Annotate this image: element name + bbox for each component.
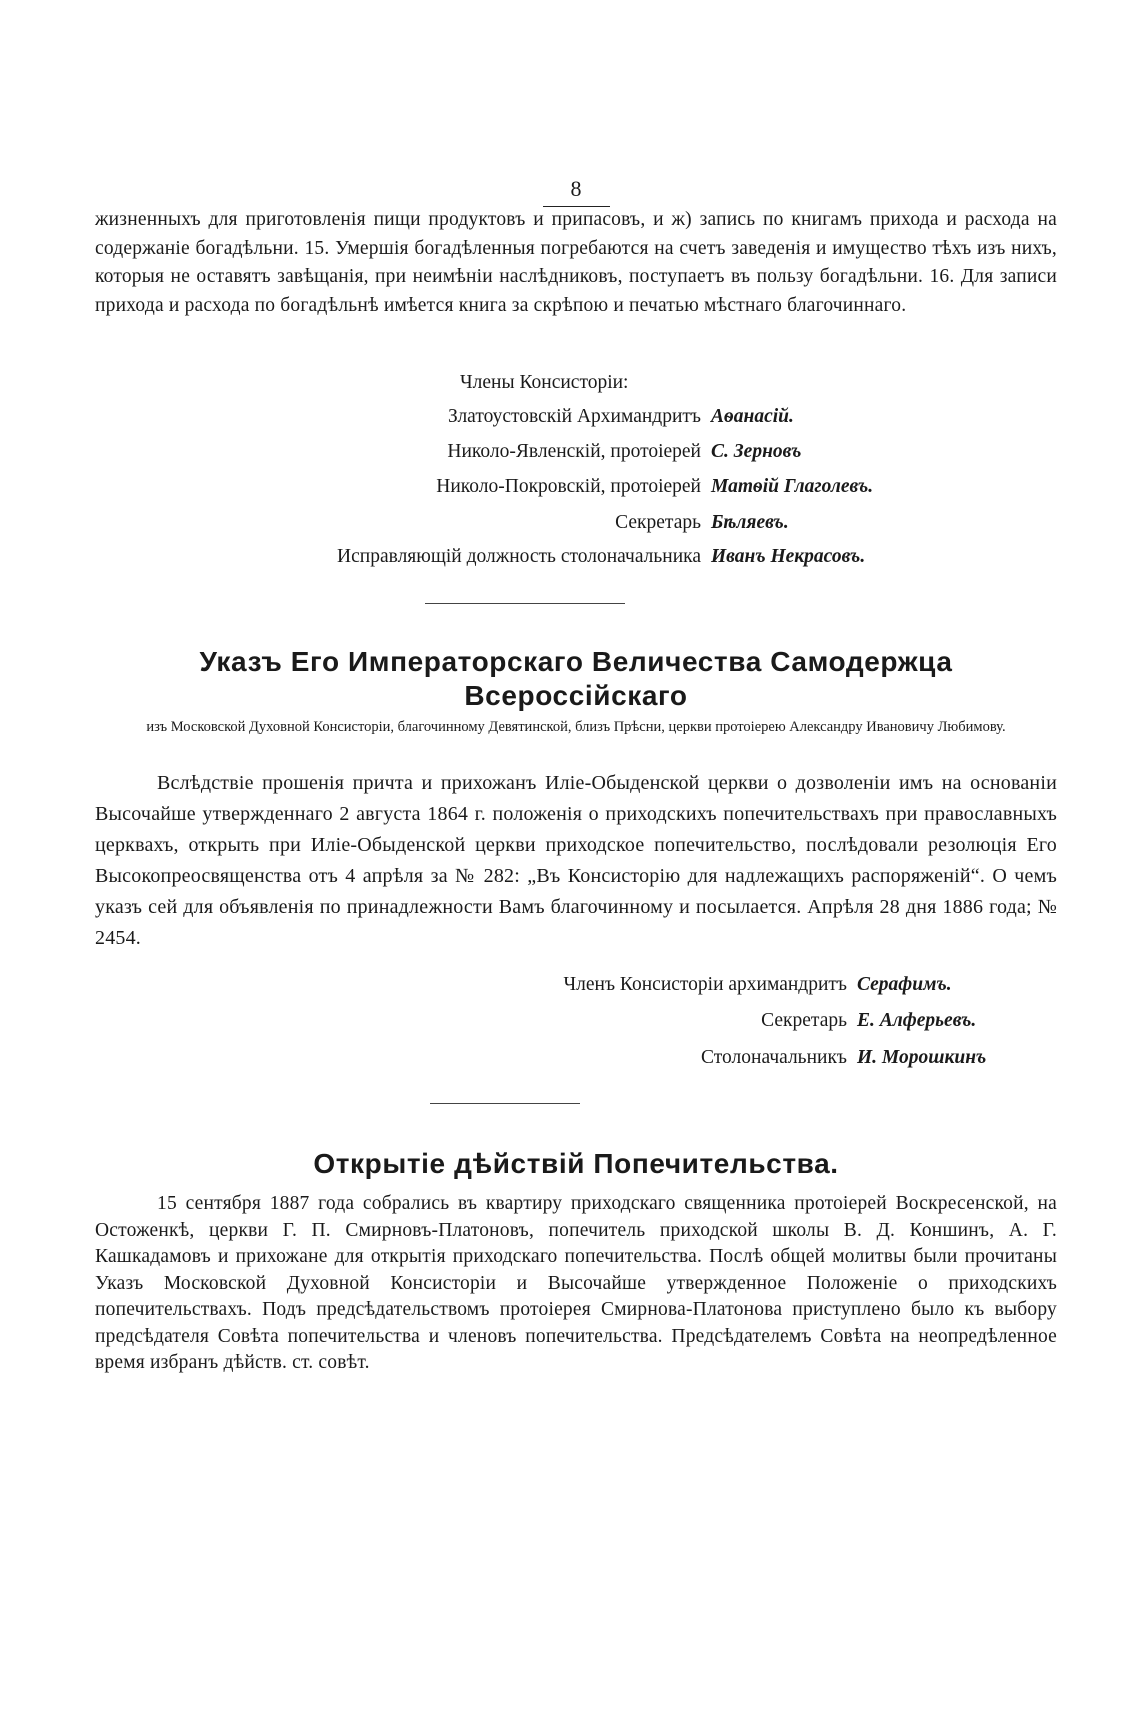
section-divider (430, 1103, 580, 1104)
signature-line (95, 506, 789, 540)
signature-name: Бѣляевъ. (711, 512, 789, 533)
signature-role: Столоначальникъ (701, 1047, 847, 1068)
signature-role: Николо-Явленскій, протоіерей (447, 441, 701, 462)
paragraph-decree-text: Вслѣдствіе прошенія причта и прихожанъ Иліе-Обыденской церкви о дозволеніи имъ на основаніи Высочайше утвержденнаго 2 августа 1864 г. положенія о приходскихъ попечительствахъ при православныхъ церквахъ, открыть при Иліе-Обыденской церкви приходское попечительство, послѣдовали резолюція Его Высокопреосвященства отъ 4 апрѣля за № 282: „Въ Консисторію для надлежащихъ распоряженій“. О чемъ указъ сей для объявленія по принадлежности Вамъ благочинному и посылается. Апрѣля 28 дня 1886 года; № 2454. (95, 772, 1057, 949)
signature-name: Матѳій Глаголевъ. (711, 476, 874, 497)
signature-line (95, 968, 952, 1002)
signature-name: Аѳанасій. (711, 406, 794, 427)
signature-role: Секретарь (761, 1010, 847, 1031)
signature-role: Николо-Покровскій, протоіерей (436, 476, 701, 497)
page-number: 8 (95, 176, 1057, 207)
signature-name: И. Морошкинъ (857, 1047, 987, 1068)
signature-line (95, 435, 801, 469)
heading-imperial-decree: Указъ Его Императорскаго Величества Самодержца Всероссійскаго (199, 646, 953, 711)
signature-line (95, 540, 865, 574)
paragraph-trusteeship-meeting: 15 сентября 1887 года собрались въ квартиру приходскаго священника протоіерей Воскресенской, на Остоженкѣ, церкви Г. П. Смирновъ-Платоновъ, попечитель приходской школы В. Д. Коншинъ, А. Г. Кашкадамовъ и прихожане для открытія приходскаго попечительства. Послѣ общей молитвы были прочитаны Указъ Московской Духовной Консисторіи и Высочайше утвержденное Положеніе о приходскихъ попечительствахъ. Подъ предсѣдательствомъ протоіерея Смирнова-Платонова приступлено было къ выбору предсѣдателя Совѣта попечительства и членовъ попечительства. Предсѣдателемъ Совѣта на неопредѣленное время избранъ дѣйств. ст. совѣт. (95, 1193, 1057, 1373)
signature-line (95, 470, 873, 504)
signature-name: Иванъ Некрасовъ. (711, 546, 866, 567)
signature-line (95, 1041, 986, 1075)
signature-name: С. Зерновъ (711, 441, 802, 462)
signature-line (95, 1004, 976, 1038)
decree-addressee: изъ Московской Духовной Консисторіи, благочинному Девятинской, близъ Прѣсни, церкви протоіерею Александру Ивановичу Любимову. (146, 719, 1006, 735)
signature-name: Серафимъ. (857, 974, 952, 995)
members-title: Члены Консисторіи: (460, 372, 629, 393)
signature-line (95, 400, 794, 434)
paragraph-almshouse-rules: жизненныхъ для приготовленія пищи продуктовъ и припасовъ, и ж) запись по книгамъ прихода и расхода на содержаніе богадѣльни. 15. Умершія богадѣленныя погребаются на счетъ заведенія и имущество тѣхъ изъ нихъ, которыя не оставятъ завѣщанія, при неимѣніи наслѣдниковъ, поступаетъ въ пользу богадѣльни. 16. Для записи прихода и расхода по богадѣльнѣ имѣется книга за скрѣпою и печатью мѣстнаго благочиннаго. (95, 209, 1057, 316)
signature-role: Златоустовскій Архимандритъ (447, 406, 701, 427)
signature-name: Е. Алферьевъ. (857, 1010, 977, 1031)
signature-role: Секретарь (615, 512, 701, 533)
section-divider (425, 603, 625, 604)
heading-trusteeship-opening: Открытіе дѣйствій Попечительства. (313, 1148, 839, 1179)
signature-role: Членъ Консисторіи архимандритъ (563, 974, 847, 995)
signature-role: Исправляющій должность столоначальника (337, 546, 701, 567)
